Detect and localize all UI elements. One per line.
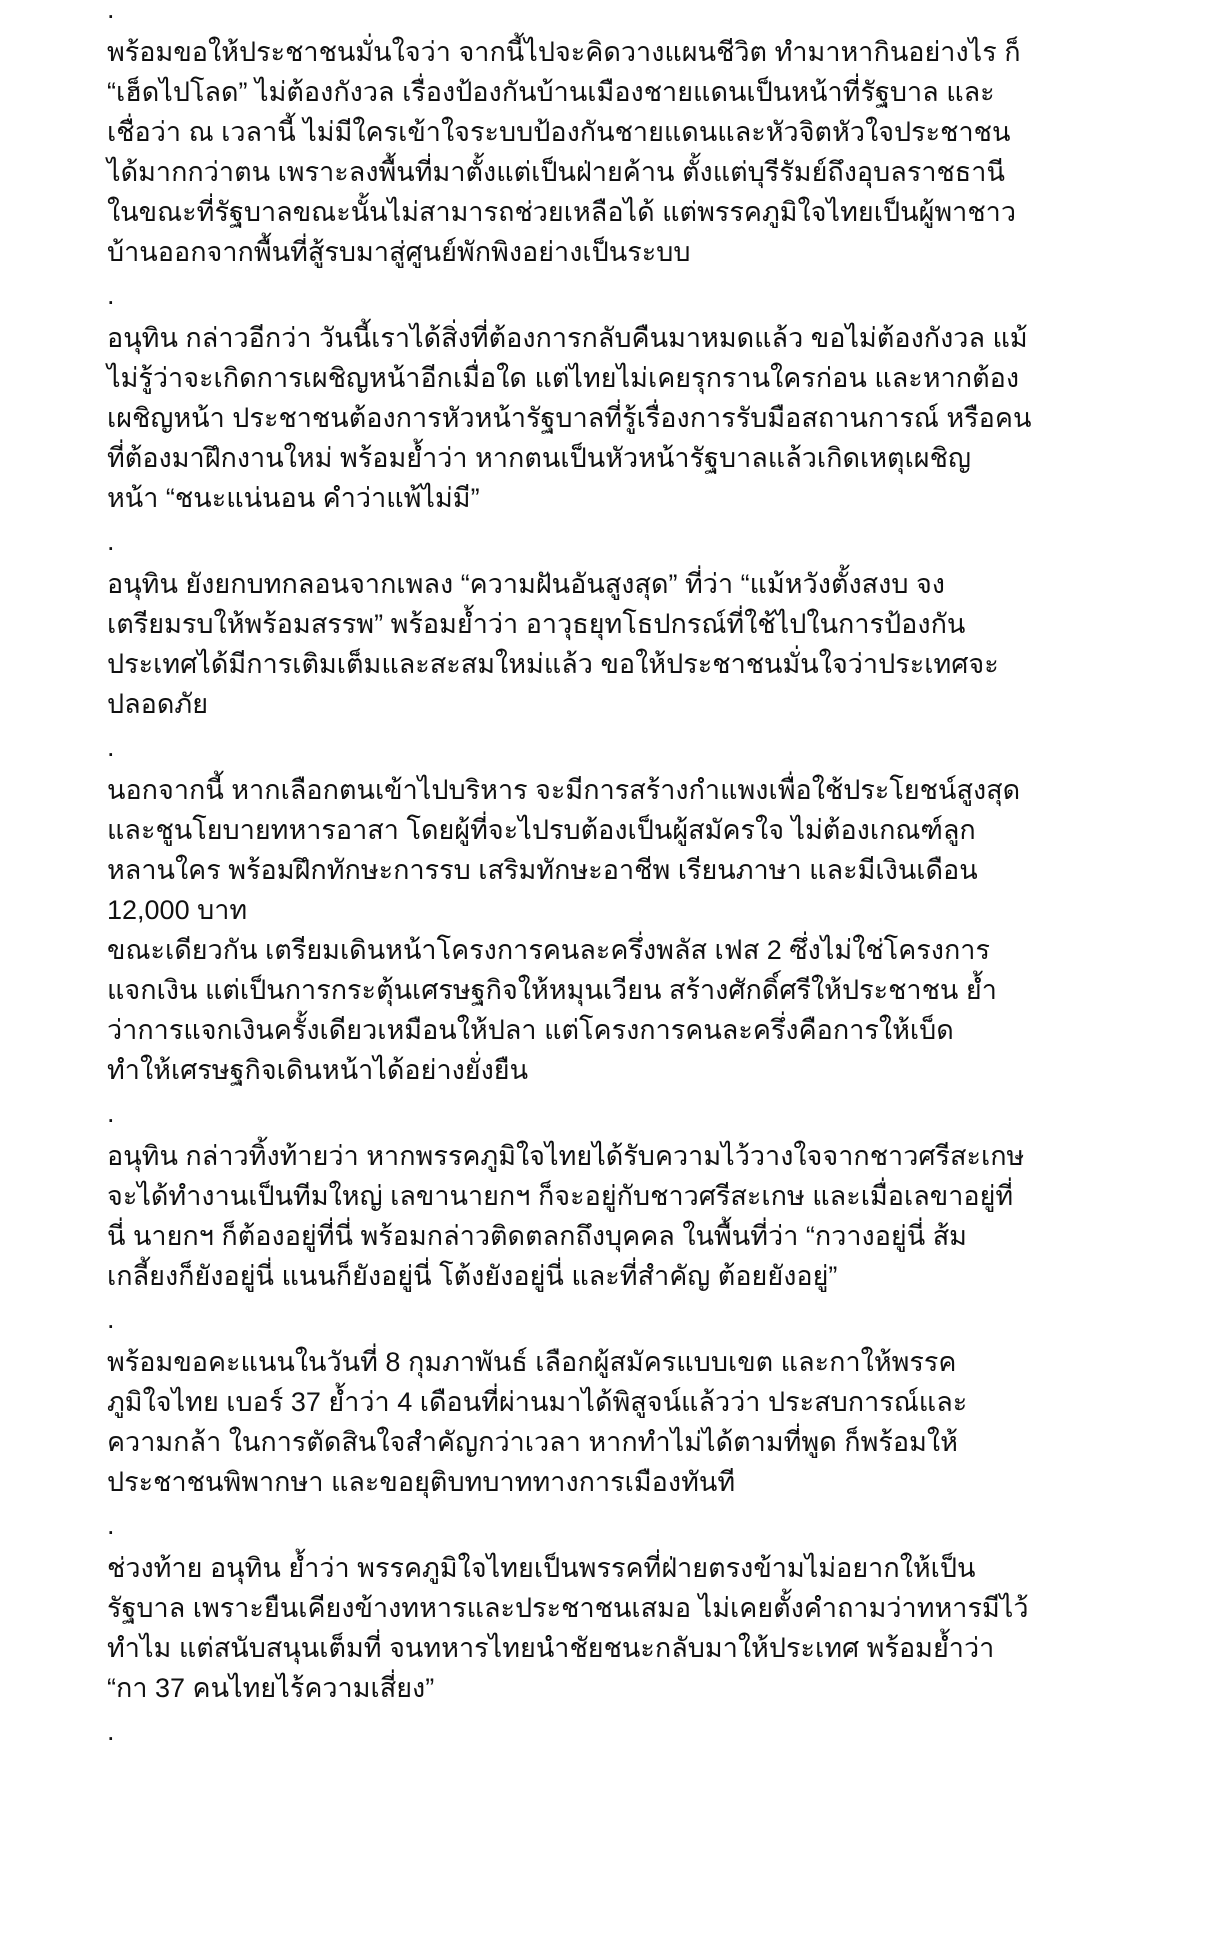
post-body: [107, 0, 1217, 1754]
text-line: รัฐบาล เพราะยืนเคียงข้างทหารและประชาชนเสมอ ไม่เคยตั้งคำถามว่าทหารมีไว้: [107, 1593, 1029, 1623]
text-line: .: [107, 526, 115, 556]
text-line: ทำไม แต่สนับสนุนเต็มที่ จนทหารไทยนำชัยชนะกลับมาให้ประเทศ พร้อมย้ำว่า: [107, 1633, 995, 1663]
paragraph-separator: [107, 1304, 1217, 1342]
paragraph: [107, 564, 1217, 724]
text-line: 12,000 บาท: [107, 895, 248, 925]
text-line: ได้มากกว่าตน เพราะลงพื้นที่มาตั้งแต่เป็นฝ่ายค้าน ตั้งแต่บุรีรัมย์ถึงอุบลราชธานี: [107, 157, 1005, 187]
text-line: ไม่รู้ว่าจะเกิดการเผชิญหน้าอีกเมื่อใด แต่ไทยไม่เคยรุกรานใครก่อน และหากต้อง: [107, 363, 1020, 393]
text-line: นอกจากนี้ หากเลือกตนเข้าไปบริหาร จะมีการสร้างกำแพงเพื่อใช้ประโยชน์สูงสุด: [107, 775, 1021, 805]
text-line: “เฮ็ดไปโลด” ไม่ต้องกังวล เรื่องป้องกันบ้านเมืองชายแดนเป็นหน้าที่รัฐบาล และ: [107, 77, 995, 107]
text-line: .: [107, 0, 115, 24]
paragraph-separator: [107, 0, 1217, 32]
text-line: ปลอดภัย: [107, 689, 209, 719]
text-line: พร้อมขอคะแนนในวันที่ 8 กุมภาพันธ์ เลือกผู้สมัครแบบเขต และกาให้พรรค: [107, 1347, 957, 1377]
text-line: .: [107, 280, 115, 310]
paragraph-separator: [107, 732, 1217, 770]
paragraph-separator: [107, 1510, 1217, 1548]
text-line: นี่ นายกฯ ก็ต้องอยู่ที่นี่ พร้อมกล่าวติดตลกถึงบุคคล ในพื้นที่ว่า “กวางอยู่นี่ ส้ม: [107, 1221, 967, 1251]
text-line: .: [107, 1098, 115, 1128]
text-line: เตรียมรบให้พร้อมสรรพ” พร้อมย้ำว่า อาวุธยุทโธปกรณ์ที่ใช้ไปในการป้องกัน: [107, 609, 966, 639]
paragraph: [107, 32, 1217, 272]
paragraph: [107, 770, 1217, 1090]
text-line: .: [107, 732, 115, 762]
text-line: ประชาชนพิพากษา และขอยุติบทบาททางการเมืองทันที: [107, 1467, 736, 1497]
text-line: ความกล้า ในการตัดสินใจสำคัญกว่าเวลา หากทำไม่ได้ตามที่พูด ก็พร้อมให้: [107, 1427, 958, 1457]
text-line: จะได้ทำงานเป็นทีมใหญ่ เลขานายกฯ ก็จะอยู่กับชาวศรีสะเกษ และเมื่อเลขาอยู่ที่: [107, 1181, 1014, 1211]
text-line: .: [107, 1510, 115, 1540]
text-line: ประเทศได้มีการเติมเต็มและสะสมใหม่แล้ว ขอให้ประชาชนมั่นใจว่าประเทศจะ: [107, 649, 999, 679]
paragraph-separator: [107, 526, 1217, 564]
text-line: เผชิญหน้า ประชาชนต้องการหัวหน้ารัฐบาลที่รู้เรื่องการรับมือสถานการณ์ หรือคน: [107, 403, 1032, 433]
paragraph: [107, 1136, 1217, 1296]
paragraph-separator: [107, 1716, 1217, 1754]
text-line: “กา 37 คนไทยไร้ความเสี่ยง”: [107, 1673, 435, 1703]
text-line: ว่าการแจกเงินครั้งเดียวเหมือนให้ปลา แต่โครงการคนละครึ่งคือการให้เบ็ด: [107, 1015, 954, 1045]
text-line: ทำให้เศรษฐกิจเดินหน้าได้อย่างยั่งยืน: [107, 1055, 529, 1085]
text-line: และชูนโยบายทหารอาสา โดยผู้ที่จะไปรบต้องเป็นผู้สมัครใจ ไม่ต้องเกณฑ์ลูก: [107, 815, 976, 845]
text-line: ในขณะที่รัฐบาลขณะนั้นไม่สามารถช่วยเหลือได้ แต่พรรคภูมิใจไทยเป็นผู้พาชาว: [107, 197, 1016, 227]
paragraph: [107, 1342, 1217, 1502]
text-line: อนุทิน กล่าวทิ้งท้ายว่า หากพรรคภูมิใจไทยได้รับความไว้วางใจจากชาวศรีสะเกษ: [107, 1141, 1025, 1171]
text-line: แจกเงิน แต่เป็นการกระตุ้นเศรษฐกิจให้หมุนเวียน สร้างศักดิ์ศรีให้ประชาชน ย้ำ: [107, 975, 997, 1005]
text-line: เกลี้ยงก็ยังอยู่นี่ แนนก็ยังอยู่นี่ โต้งยังอยู่นี่ และที่สำคัญ ต้อยยังอยู่”: [107, 1261, 838, 1291]
paragraph: [107, 1548, 1217, 1708]
text-line: หน้า “ชนะแน่นอน คำว่าแพ้ไม่มี”: [107, 483, 480, 513]
text-line: หลานใคร พร้อมฝึกทักษะการรบ เสริมทักษะอาชีพ เรียนภาษา และมีเงินเดือน: [107, 855, 978, 885]
text-line: ขณะเดียวกัน เตรียมเดินหน้าโครงการคนละครึ่งพลัส เฟส 2 ซึ่งไม่ใช่โครงการ: [107, 935, 990, 965]
paragraph-separator: [107, 280, 1217, 318]
text-line: ที่ต้องมาฝึกงานใหม่ พร้อมย้ำว่า หากตนเป็นหัวหน้ารัฐบาลแล้วเกิดเหตุเผชิญ: [107, 443, 971, 473]
paragraph-separator: [107, 1098, 1217, 1136]
text-line: ภูมิใจไทย เบอร์ 37 ย้ำว่า 4 เดือนที่ผ่านมาได้พิสูจน์แล้วว่า ประสบการณ์และ: [107, 1387, 968, 1417]
text-line: อนุทิน ยังยกบทกลอนจากเพลง “ความฝันอันสูงสุด” ที่ว่า “แม้หวังตั้งสงบ จง: [107, 569, 945, 599]
paragraph: [107, 318, 1217, 518]
text-line: บ้านออกจากพื้นที่สู้รบมาสู่ศูนย์พักพิงอย่างเป็นระบบ: [107, 237, 691, 267]
text-line: .: [107, 1304, 115, 1334]
text-line: พร้อมขอให้ประชาชนมั่นใจว่า จากนี้ไปจะคิดวางแผนชีวิต ทำมาหากินอย่างไร ก็: [107, 37, 1021, 67]
text-line: .: [107, 1716, 115, 1746]
text-line: เชื่อว่า ณ เวลานี้ ไม่มีใครเข้าใจระบบป้องกันชายแดนและหัวจิตหัวใจประชาชน: [107, 117, 1011, 147]
text-line: อนุทิน กล่าวอีกว่า วันนี้เราได้สิ่งที่ต้องการกลับคืนมาหมดแล้ว ขอไม่ต้องกังวล แม้: [107, 323, 1028, 353]
text-line: ช่วงท้าย อนุทิน ย้ำว่า พรรคภูมิใจไทยเป็นพรรคที่ฝ่ายตรงข้ามไม่อยากให้เป็น: [107, 1553, 976, 1583]
